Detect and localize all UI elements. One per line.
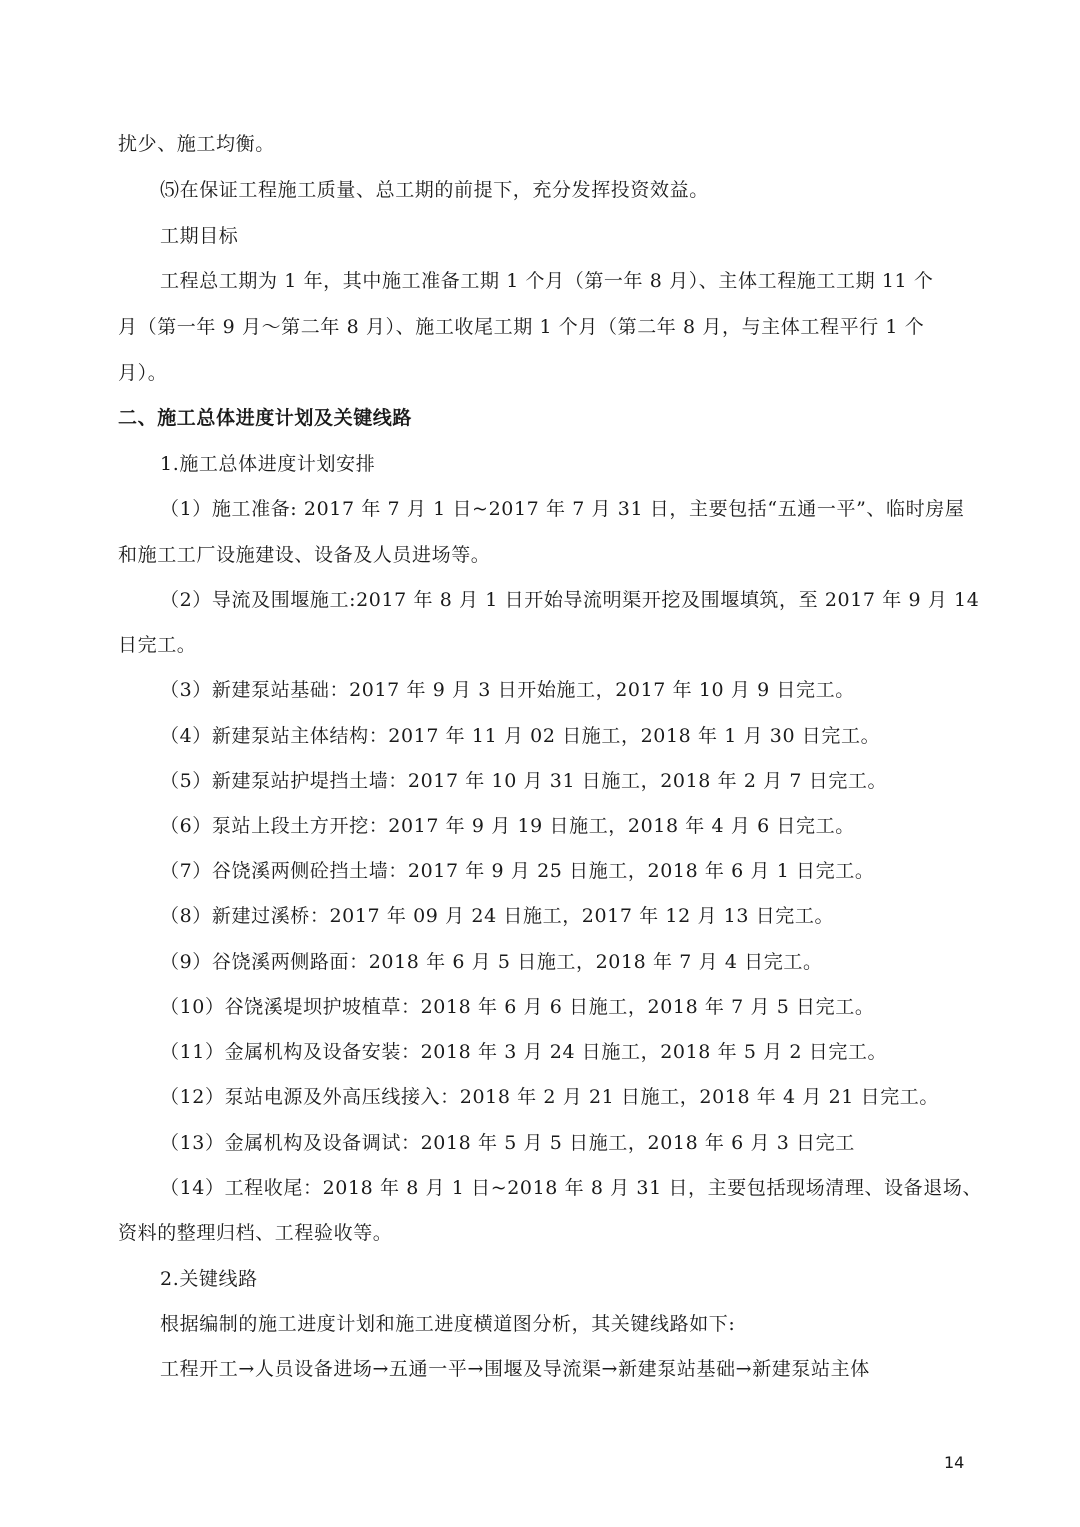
list-item: （1）施工准备: 2017 年 7 月 1 日~2017 年 7 月 31 日，主要包括“五通一平”、临时房屋	[160, 498, 965, 520]
list-item: （13）金属机构及设备调试：2018 年 5 月 5 日施工，2018 年 6 月 3 日完工	[160, 1132, 855, 1154]
list-item: （5）新建泵站护堤挡土墙：2017 年 10 月 31 日施工，2018 年 2 月 7 日完工。	[160, 770, 888, 792]
subsection-heading: 1.施工总体进度计划安排	[160, 453, 376, 475]
list-item: （4）新建泵站主体结构：2017 年 11 月 02 日施工，2018 年 1 月 30 日完工。	[160, 725, 881, 747]
subsection-heading: 2.关键线路	[160, 1268, 258, 1290]
paragraph-line: 月（第一年 9 月～第二年 8 月）、施工收尾工期 1 个月（第二年 8 月，与主体工程平行 1 个	[118, 316, 925, 338]
list-item: （11）金属机构及设备安装：2018 年 3 月 24 日施工，2018 年 5 月 2 日完工。	[160, 1041, 888, 1063]
paragraph-line: 工程开工→人员设备进场→五通一平→围堰及导流渠→新建泵站基础→新建泵站主体	[160, 1358, 870, 1380]
list-item-continuation: 资料的整理归档、工程验收等。	[118, 1222, 393, 1244]
list-item: （6）泵站上段土方开挖：2017 年 9 月 19 日施工，2018 年 4 月 6 日完工。	[160, 815, 855, 837]
list-item-continuation: 日完工。	[118, 634, 197, 656]
paragraph-line: 根据编制的施工进度计划和施工进度横道图分析，其关键线路如下:	[160, 1313, 736, 1335]
list-item: （7）谷饶溪两侧砼挡土墙：2017 年 9 月 25 日施工，2018 年 6 月 1 日完工。	[160, 860, 875, 882]
paragraph-line: 工程总工期为 1 年，其中施工准备工期 1 个月（第一年 8 月）、主体工程施工工期 11 个	[160, 270, 934, 292]
paragraph-line: 扰少、施工均衡。	[118, 133, 275, 155]
list-item: （12）泵站电源及外高压线接入：2018 年 2 月 21 日施工，2018 年 4 月 21 日完工。	[160, 1086, 940, 1108]
list-item: （9）谷饶溪两侧路面：2018 年 6 月 5 日施工，2018 年 7 月 4 日完工。	[160, 951, 823, 973]
chapter-heading: 二、施工总体进度计划及关键线路	[118, 407, 413, 429]
list-item: （14）工程收尾：2018 年 8 月 1 日~2018 年 8 月 31 日，主要包括现场清理、设备退场、	[160, 1177, 983, 1199]
list-item: （10）谷饶溪堤坝护坡植草：2018 年 6 月 6 日施工，2018 年 7 月 5 日完工。	[160, 996, 875, 1018]
list-item: （8）新建过溪桥：2017 年 09 月 24 日施工，2017 年 12 月 13 日完工。	[160, 905, 835, 927]
page-number: 14	[944, 1453, 965, 1472]
list-item-continuation: 和施工工厂设施建设、设备及人员进场等。	[118, 544, 491, 566]
list-item: （2）导流及围堰施工:2017 年 8 月 1 日开始导流明渠开挖及围堰填筑，至 2017 年 9 月 14	[160, 589, 980, 611]
section-heading: 工期目标	[160, 225, 239, 247]
list-item: （3）新建泵站基础：2017 年 9 月 3 日开始施工，2017 年 10 月 9 日完工。	[160, 679, 855, 701]
paragraph-line: 月）。	[118, 362, 168, 384]
paragraph-line: ⑸在保证工程施工质量、总工期的前提下，充分发挥投资效益。	[160, 179, 709, 201]
